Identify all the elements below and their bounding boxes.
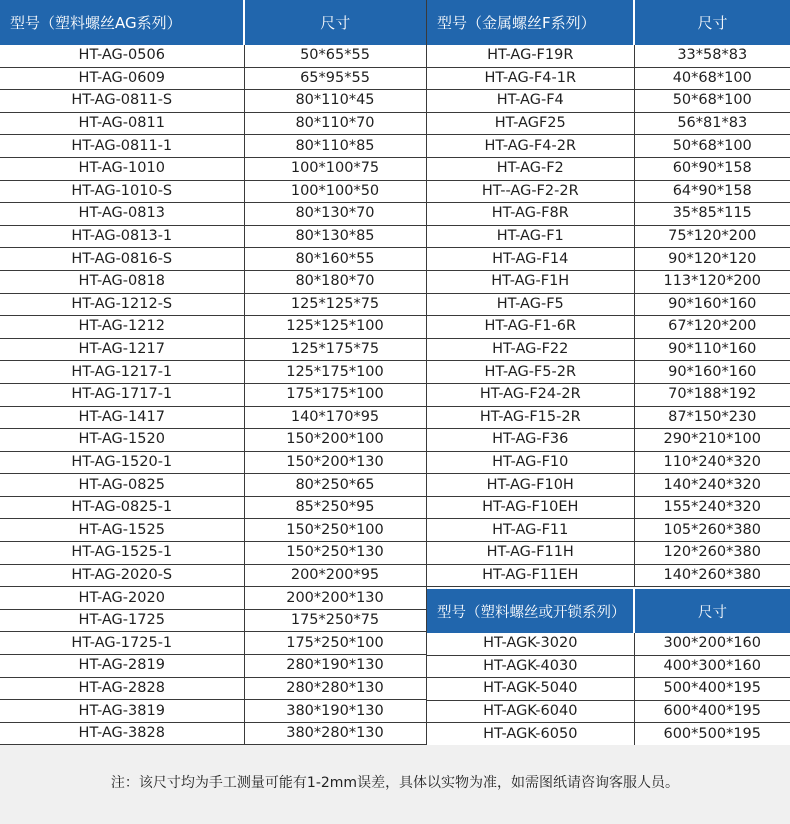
- size-cell: 140*170*95: [244, 406, 426, 429]
- size-cell: 90*120*120: [634, 248, 790, 271]
- model-cell: HT-AG-F1: [427, 225, 634, 248]
- model-cell: HT-AG-F4-2R: [427, 135, 634, 158]
- table-row: [427, 248, 790, 271]
- model-cell: HT-AG-F11EH: [427, 564, 634, 587]
- size-cell: 125*125*75: [244, 293, 426, 316]
- size-cell: 87*150*230: [634, 406, 790, 429]
- model-column-header: 型号（金属螺丝F系列）: [427, 0, 634, 45]
- table-row: [427, 135, 790, 158]
- model-cell: HT-AG-1010-S: [0, 180, 244, 203]
- model-cell: HT-AG-F5-2R: [427, 361, 634, 384]
- size-cell: 90*160*160: [634, 361, 790, 384]
- model-cell: HT-AG-F11H: [427, 542, 634, 565]
- model-cell: HT-AG-1520-1: [0, 451, 244, 474]
- table-row: [0, 248, 426, 271]
- size-cell: 155*240*320: [634, 496, 790, 519]
- model-cell: HT-AG-F10H: [427, 474, 634, 497]
- model-cell: HT-AG-0811: [0, 112, 244, 135]
- model-cell: HT-AG-1417: [0, 406, 244, 429]
- table-row: [427, 564, 790, 587]
- size-cell: 60*90*158: [634, 157, 790, 180]
- table-row: [0, 677, 426, 700]
- model-cell: HT-AG-F10: [427, 451, 634, 474]
- table-row: [0, 542, 426, 565]
- model-cell: HT-AG-1010: [0, 157, 244, 180]
- table-row: [0, 722, 426, 745]
- model-cell: HT-AG-1725-1: [0, 632, 244, 655]
- size-cell: 35*85*115: [634, 203, 790, 226]
- model-cell: HT-AG-F2: [427, 157, 634, 180]
- table-row: [0, 564, 426, 587]
- model-cell: HT-AGK-3020: [427, 633, 634, 655]
- table-row: [427, 90, 790, 113]
- size-cell: 125*175*75: [244, 338, 426, 361]
- table-row: [427, 655, 790, 678]
- table-row: [427, 338, 790, 361]
- table-row: [427, 383, 790, 406]
- size-cell: 300*200*160: [634, 633, 790, 655]
- model-cell: HT-AG-0609: [0, 67, 244, 90]
- table-row: [0, 270, 426, 293]
- size-cell: 50*65*55: [244, 45, 426, 67]
- model-cell: HT-AG-0825: [0, 474, 244, 497]
- table-row: [427, 225, 790, 248]
- footer-note: 注：该尺寸均为手工测量可能有1-2mm误差，具体以实物为准，如需图纸请咨询客服人员。: [110, 775, 680, 791]
- model-cell: HT-AG-1525-1: [0, 542, 244, 565]
- table-row: [427, 700, 790, 723]
- table-row: [0, 496, 426, 519]
- model-cell: HT-AG-F8R: [427, 203, 634, 226]
- size-cell: 140*240*320: [634, 474, 790, 497]
- model-cell: HT-AGK-6040: [427, 700, 634, 723]
- table-row: [0, 180, 426, 203]
- size-cell: 280*280*130: [244, 677, 426, 700]
- table-row: [0, 135, 426, 158]
- table-row: [427, 474, 790, 497]
- size-cell: 75*120*200: [634, 225, 790, 248]
- model-cell: HT-AG-F4-1R: [427, 67, 634, 90]
- model-cell: HT--AG-F2-2R: [427, 180, 634, 203]
- model-cell: HT-AG-0818: [0, 270, 244, 293]
- size-cell: 80*110*45: [244, 90, 426, 113]
- table-row: [427, 112, 790, 135]
- table-row: [0, 474, 426, 497]
- table-row: [427, 451, 790, 474]
- table-header-row: [427, 589, 790, 633]
- size-cell: 80*130*85: [244, 225, 426, 248]
- table-row: [0, 451, 426, 474]
- table-row: [0, 316, 426, 339]
- metal-f-series-table: [427, 0, 790, 587]
- table-row: [427, 633, 790, 655]
- size-cell: 80*180*70: [244, 270, 426, 293]
- model-cell: HT-AG-0816-S: [0, 248, 244, 271]
- size-cell: 400*300*160: [634, 655, 790, 678]
- model-cell: HT-AG-1212: [0, 316, 244, 339]
- model-column-header: 型号（塑料螺丝AG系列）: [0, 0, 244, 45]
- model-cell: HT-AG-1217: [0, 338, 244, 361]
- size-cell: 175*250*75: [244, 609, 426, 632]
- model-column-header: 型号（塑料螺丝或开锁系列）: [427, 589, 634, 633]
- table-row: [427, 429, 790, 452]
- model-cell: HT-AG-F24-2R: [427, 383, 634, 406]
- size-cell: 113*120*200: [634, 270, 790, 293]
- table-row: [0, 700, 426, 723]
- size-cell: 90*160*160: [634, 293, 790, 316]
- size-cell: 380*280*130: [244, 722, 426, 745]
- size-cell: 600*400*195: [634, 700, 790, 723]
- table-row: [0, 67, 426, 90]
- model-cell: HT-AG-F1-6R: [427, 316, 634, 339]
- size-column-header: 尺寸: [634, 0, 790, 45]
- model-cell: HT-AG-0506: [0, 45, 244, 67]
- model-cell: HT-AG-F19R: [427, 45, 634, 67]
- size-cell: 80*110*70: [244, 112, 426, 135]
- size-cell: 120*260*380: [634, 542, 790, 565]
- table-row: [427, 361, 790, 384]
- table-row: [0, 429, 426, 452]
- model-cell: HT-AG-1520: [0, 429, 244, 452]
- model-cell: HT-AG-F11: [427, 519, 634, 542]
- table-row: [0, 225, 426, 248]
- table-header-row: [427, 0, 790, 45]
- model-cell: HT-AG-F10EH: [427, 496, 634, 519]
- size-cell: 175*250*100: [244, 632, 426, 655]
- model-cell: HT-AG-3828: [0, 722, 244, 745]
- model-cell: HT-AG-F4: [427, 90, 634, 113]
- model-cell: HT-AG-2020-S: [0, 564, 244, 587]
- size-cell: 85*250*95: [244, 496, 426, 519]
- size-cell: 80*110*85: [244, 135, 426, 158]
- size-cell: 110*240*320: [634, 451, 790, 474]
- model-cell: HT-AG-2828: [0, 677, 244, 700]
- model-cell: HT-AGK-4030: [427, 655, 634, 678]
- table-body: [0, 45, 426, 745]
- table-row: [0, 587, 426, 610]
- table-row: [0, 90, 426, 113]
- table-row: [0, 112, 426, 135]
- size-cell: 150*250*130: [244, 542, 426, 565]
- size-column-header: 尺寸: [634, 589, 790, 633]
- size-cell: 40*68*100: [634, 67, 790, 90]
- table-row: [427, 316, 790, 339]
- model-cell: HT-AG-1212-S: [0, 293, 244, 316]
- model-cell: HT-AG-1717-1: [0, 383, 244, 406]
- table-row: [427, 270, 790, 293]
- model-cell: HT-AG-2020: [0, 587, 244, 610]
- table-row: [427, 496, 790, 519]
- table-row: [427, 45, 790, 67]
- table-row: [427, 203, 790, 226]
- size-cell: 140*260*380: [634, 564, 790, 587]
- model-cell: HT-AG-0813-1: [0, 225, 244, 248]
- size-cell: 80*130*70: [244, 203, 426, 226]
- size-cell: 290*210*100: [634, 429, 790, 452]
- table-row: [0, 338, 426, 361]
- table-header-row: [0, 0, 426, 45]
- size-cell: 65*95*55: [244, 67, 426, 90]
- table-row: [427, 542, 790, 565]
- table-row: [0, 406, 426, 429]
- model-cell: HT-AG-1725: [0, 609, 244, 632]
- size-cell: 150*200*130: [244, 451, 426, 474]
- size-cell: 64*90*158: [634, 180, 790, 203]
- model-cell: HT-AG-0813: [0, 203, 244, 226]
- table-body: [427, 633, 790, 745]
- table-row: [427, 157, 790, 180]
- model-cell: HT-AG-0825-1: [0, 496, 244, 519]
- table-row: [0, 519, 426, 542]
- model-cell: HT-AGK-5040: [427, 678, 634, 701]
- table-row: [427, 519, 790, 542]
- table-row: [0, 632, 426, 655]
- model-cell: HT-AG-1217-1: [0, 361, 244, 384]
- model-cell: HT-AGF25: [427, 112, 634, 135]
- size-cell: 80*160*55: [244, 248, 426, 271]
- model-cell: HT-AG-0811-1: [0, 135, 244, 158]
- size-cell: 200*200*130: [244, 587, 426, 610]
- size-cell: 80*250*65: [244, 474, 426, 497]
- model-cell: HT-AG-2819: [0, 655, 244, 678]
- size-cell: 70*188*192: [634, 383, 790, 406]
- size-cell: 200*200*95: [244, 564, 426, 587]
- model-cell: HT-AG-F5: [427, 293, 634, 316]
- size-cell: 150*200*100: [244, 429, 426, 452]
- model-cell: HT-AG-F36: [427, 429, 634, 452]
- table-row: [427, 723, 790, 746]
- size-column-header: 尺寸: [244, 0, 426, 45]
- table-row: [0, 609, 426, 632]
- size-cell: 125*175*100: [244, 361, 426, 384]
- size-cell: 125*125*100: [244, 316, 426, 339]
- table-row: [427, 293, 790, 316]
- size-cell: 150*250*100: [244, 519, 426, 542]
- size-cell: 100*100*75: [244, 157, 426, 180]
- plastic-lock-series-table: [427, 589, 790, 746]
- table-body: [427, 45, 790, 587]
- table-row: [0, 383, 426, 406]
- size-cell: 380*190*130: [244, 700, 426, 723]
- model-cell: HT-AG-F22: [427, 338, 634, 361]
- table-row: [427, 678, 790, 701]
- model-cell: HT-AG-F15-2R: [427, 406, 634, 429]
- size-cell: 500*400*195: [634, 678, 790, 701]
- table-row: [0, 45, 426, 67]
- plastic-ag-series-table: [0, 0, 427, 745]
- model-cell: HT-AG-0811-S: [0, 90, 244, 113]
- model-cell: HT-AG-F14: [427, 248, 634, 271]
- model-cell: HT-AG-3819: [0, 700, 244, 723]
- model-cell: HT-AG-F1H: [427, 270, 634, 293]
- table-row: [0, 655, 426, 678]
- table-row: [0, 157, 426, 180]
- model-cell: HT-AGK-6050: [427, 723, 634, 746]
- size-cell: 175*175*100: [244, 383, 426, 406]
- size-cell: 600*500*195: [634, 723, 790, 746]
- size-cell: 90*110*160: [634, 338, 790, 361]
- size-cell: 67*120*200: [634, 316, 790, 339]
- size-cell: 50*68*100: [634, 135, 790, 158]
- model-cell: HT-AG-1525: [0, 519, 244, 542]
- size-cell: 100*100*50: [244, 180, 426, 203]
- size-cell: 33*58*83: [634, 45, 790, 67]
- table-row: [427, 180, 790, 203]
- table-row: [0, 361, 426, 384]
- size-cell: 280*190*130: [244, 655, 426, 678]
- table-row: [0, 203, 426, 226]
- table-row: [0, 293, 426, 316]
- size-cell: 50*68*100: [634, 90, 790, 113]
- table-row: [427, 406, 790, 429]
- size-cell: 56*81*83: [634, 112, 790, 135]
- size-cell: 105*260*380: [634, 519, 790, 542]
- table-row: [427, 67, 790, 90]
